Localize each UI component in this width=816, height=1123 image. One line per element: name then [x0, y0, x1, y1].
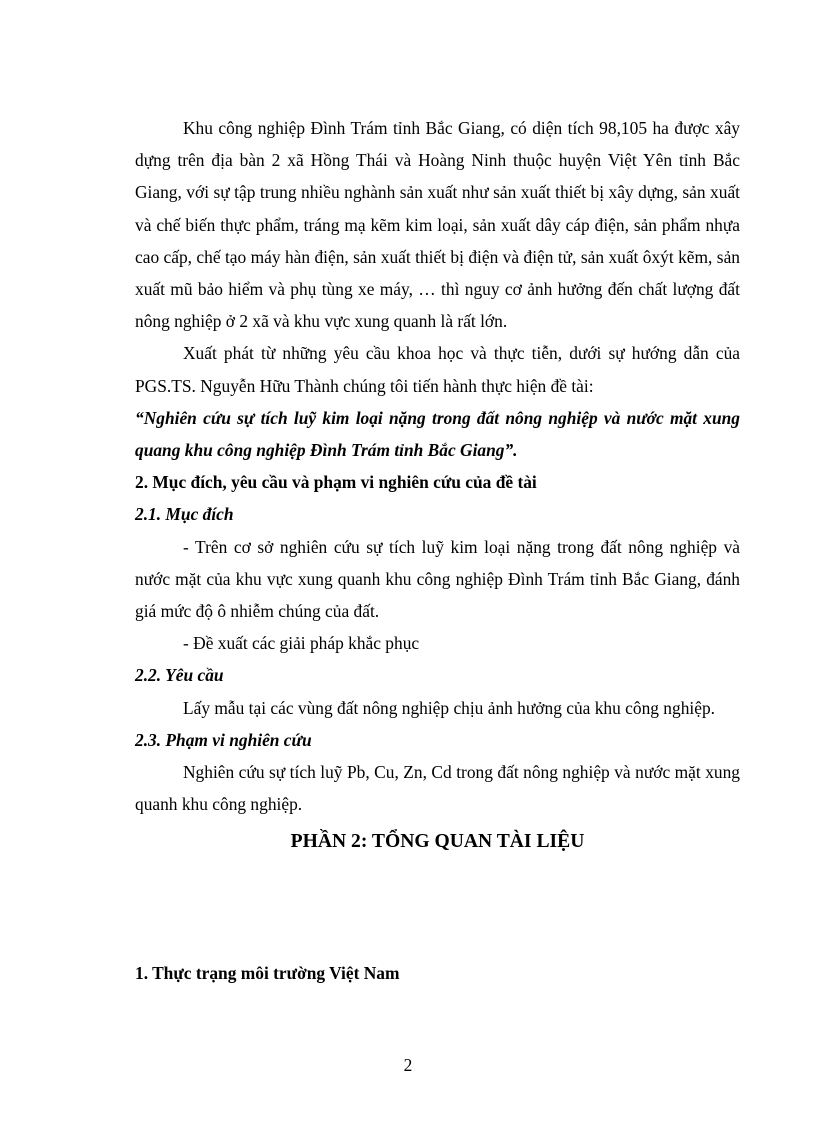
intro-paragraph: Khu công nghiệp Đình Trám tỉnh Bắc Giang, có diện tích 98,105 ha được xây dựng trên địa bàn 2 xã Hồng Thái và Hoàng Ninh thuộc huyện Việt Yên tỉnh Bắc Giang, với sự tập trung nhiều nghành sản xuất như sản xuất thiết bị xây dựng, sản xuất và chế biến thực phẩm, tráng mạ kẽm kim loại, sản xuất dây cáp điện, sản phẩm nhựa cao cấp, chế tạo máy hàn điện, sản xuất thiết bị điện và điện tử, sản xuất ôxýt kẽm, sản xuất mũ bảo hiểm và phụ tùng xe máy, … thì nguy cơ ảnh hưởng đến chất lượng đất nông nghiệp ở 2 xã và khu vực xung quanh là rất lớn.	[135, 118, 740, 332]
page-number: 2	[403, 1055, 413, 1075]
subsection-2-2-heading: 2.2. Yêu cầu	[135, 665, 224, 686]
purpose-item-1: - Trên cơ sở nghiên cứu sự tích luỹ kim loại nặng trong đất nông nghiệp và nước mặt của khu vực xung quanh khu công nghiệp Đình Trám tỉnh Bắc Giang, đánh giá mức độ ô nhiễm chúng của đất.	[135, 536, 740, 622]
section-1-heading: 1. Thực trạng môi trường Việt Nam	[135, 963, 400, 983]
section-2-heading: 2. Mục đích, yêu cầu và phạm vi nghiên cứu của đề tài	[135, 472, 537, 493]
document-body	[135, 112, 740, 859]
purpose-item-2: - Đề xuất các giải pháp khắc phục	[183, 633, 420, 654]
requirement-paragraph: Lấy mẫu tại các vùng đất nông nghiệp chịu ảnh hưởng của khu công nghiệp.	[183, 697, 715, 718]
part-2-title: PHẦN 2: TỔNG QUAN TÀI LIỆU	[290, 831, 585, 853]
subsection-2-3-heading: 2.3. Phạm vi nghiên cứu	[135, 729, 312, 750]
scope-paragraph: Nghiên cứu sự tích luỹ Pb, Cu, Zn, Cd trong đất nông nghiệp và nước mặt xung quanh khu công nghiệp.	[135, 762, 740, 815]
topic-title: “Nghiên cứu sự tích luỹ kim loại nặng trong đất nông nghiệp và nước mặt xung quang khu công nghiệp Đình Trám tỉnh Bắc Giang”.	[135, 407, 740, 461]
subsection-2-1-heading: 2.1. Mục đích	[135, 504, 234, 525]
origin-paragraph: Xuất phát từ những yêu cầu khoa học và thực tiễn, dưới sự hướng dẫn của PGS.TS. Nguyễn Hữu Thành chúng tôi tiến hành thực hiện đề tài:	[135, 343, 740, 396]
